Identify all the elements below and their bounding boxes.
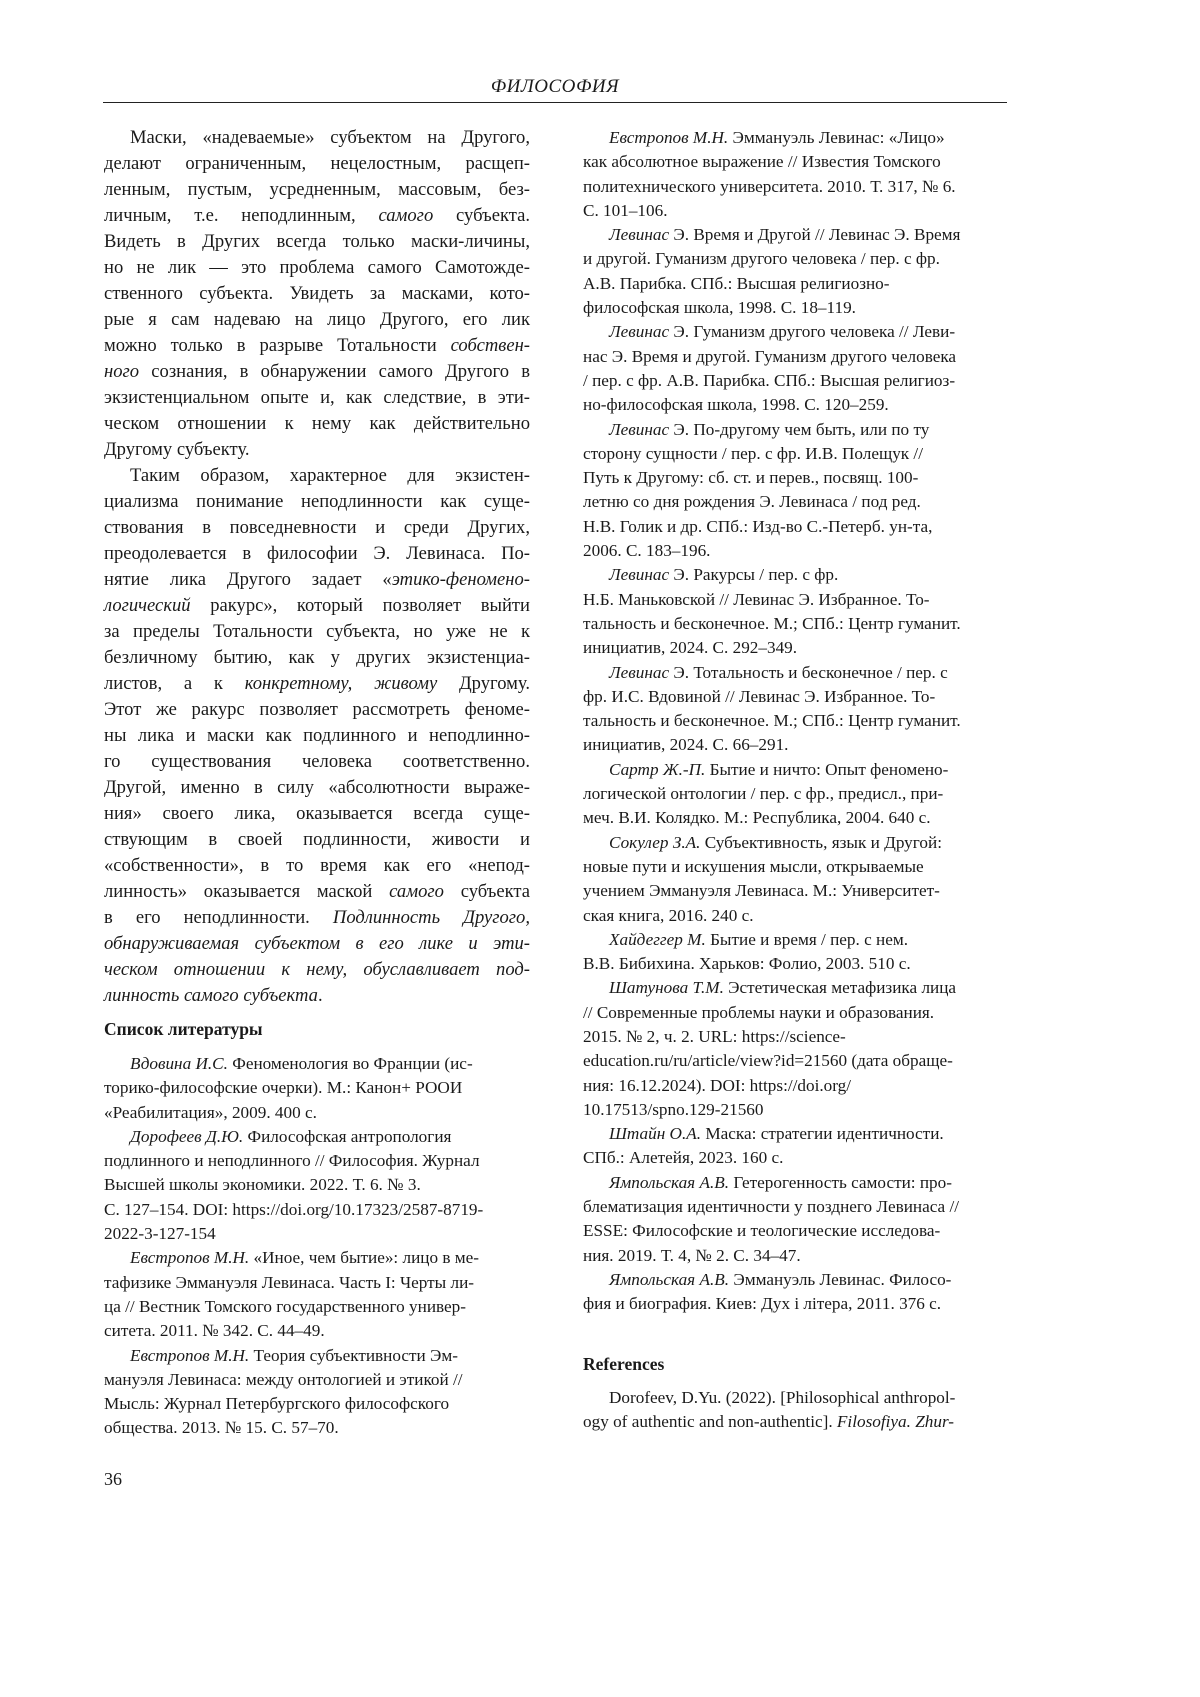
text: ESSE: Философские и теологические исследова- [583, 1221, 941, 1241]
text-line [583, 1268, 1007, 1292]
italic-text: Подлинность Другого, [332, 907, 530, 928]
text-line [583, 733, 1007, 757]
reference-entry [104, 1344, 530, 1441]
text-line [104, 1295, 530, 1319]
text: Н.Б. Маньковской // Левинас Э. Избранное. То- [583, 589, 930, 609]
text: как абсолютное выражение // Известия Томского [583, 152, 941, 172]
text-line [583, 879, 1007, 903]
text-line [104, 593, 530, 619]
italic-text: логический [104, 595, 191, 616]
text: ствующим в своей подлинности, живости и [104, 829, 530, 850]
text-line [104, 411, 530, 437]
text: экзистенциальном опыте и, как следствие, в эти- [104, 387, 530, 408]
text: преодолевается в философии Э. Левинаса. По- [104, 543, 530, 564]
reference-entry [583, 126, 1007, 223]
text-line [583, 1001, 1007, 1025]
text-line [583, 976, 1007, 1000]
text-line [583, 199, 1007, 223]
text: логической онтологии / пер. с фр., предисл., при- [583, 784, 944, 804]
italic-text: ческом отношении к нему, обуславливает под- [104, 959, 530, 980]
text-line [583, 175, 1007, 199]
italic-text: Евстропов М.Н. [130, 1345, 250, 1365]
text: Мысль: Журнал Петербургского философского [104, 1394, 450, 1414]
text: // Современные проблемы науки и образования. [583, 1002, 935, 1022]
text: нас Э. Время и другой. Гуманизм другого человека [583, 346, 957, 366]
text: СПб.: Алетейя, 2023. 160 с. [583, 1148, 784, 1168]
text-line [583, 1386, 1007, 1410]
text: Субъективность, язык и Другой: [700, 832, 942, 852]
text: ствования в повседневности и среди Других, [104, 517, 530, 538]
text: ogy of authentic and non-authentic]. [583, 1411, 837, 1431]
text: education.ru/ru/article/view?id=21560 (дата обраще- [583, 1051, 953, 1071]
text-line [583, 806, 1007, 830]
text-line [104, 957, 530, 983]
text-line [104, 281, 530, 307]
text-line [104, 1271, 530, 1295]
running-header: ФИЛОСОФИЯ [490, 76, 620, 97]
text: ракурс», который позволяет выйти [190, 595, 530, 616]
italic-text: Левинас [609, 565, 670, 585]
references-list [583, 1386, 1007, 1435]
text-line [583, 1195, 1007, 1219]
text-line [583, 1025, 1007, 1049]
text-line [104, 1198, 530, 1222]
text: Dorofeev, D.Yu. (2022). [Philosophical anthropol- [609, 1387, 956, 1407]
text-line [104, 437, 530, 463]
text-line [583, 539, 1007, 563]
italic-text: Filosofiya. Zhur- [836, 1411, 955, 1431]
text: личным, т.е. неподлинным, [104, 205, 379, 226]
text: рые я сам надеваю на лицо Другого, его лик [104, 309, 530, 330]
text-line [583, 685, 1007, 709]
text: линность» оказывается маской [104, 881, 390, 902]
text: мануэля Левинаса: между онтологией и этикой // [104, 1369, 463, 1389]
reference-entry [104, 1246, 530, 1343]
reference-entry [583, 1268, 1007, 1317]
text-line [104, 1149, 530, 1173]
text: А.В. Парибка. СПб.: Высшая религиозно- [583, 273, 890, 293]
text: инициатив, 2024. С. 66–291. [583, 735, 789, 755]
text: сознания, в обнаружении самого Другого в [139, 361, 530, 382]
text-line [583, 612, 1007, 636]
text-line [583, 952, 1007, 976]
text: Э. Гуманизм другого человека // Леви- [669, 322, 956, 342]
text: Э. По-другому чем быть, или по ту [669, 419, 930, 439]
text: С. 101–106. [583, 200, 668, 220]
italic-text: Вдовина И.С. [130, 1054, 228, 1073]
text-line [583, 1171, 1007, 1195]
text-line [104, 255, 530, 281]
text: Другой, именно в силу «абсолютности выраже- [104, 777, 530, 798]
text: 10.17513/spno.129-21560 [583, 1099, 764, 1119]
text-line [583, 345, 1007, 369]
text-line [104, 931, 530, 957]
text: циализма понимание неподлинности как суще- [104, 491, 530, 512]
text-line [104, 1101, 530, 1125]
text: В.В. Бибихина. Харьков: Фолио, 2003. 510 с. [583, 954, 911, 974]
text-line [104, 463, 530, 489]
text: Путь к Другому: сб. ст. и перев., посвящ. 100- [583, 468, 919, 488]
text: Эстетическая метафизика лица [723, 978, 957, 998]
text-line [583, 1074, 1007, 1098]
text: . [317, 985, 323, 1006]
text: ская книга, 2016. 240 с. [583, 905, 754, 925]
text-line [104, 203, 530, 229]
reference-entry [583, 661, 1007, 758]
text-line [583, 296, 1007, 320]
text: тальность и бесконечное. М.; СПб.: Центр гуманит. [583, 613, 961, 633]
text-line [104, 1344, 530, 1368]
text: / пер. с фр. А.В. Парибка. СПб.: Высшая религиоз- [583, 370, 956, 390]
text: Эммануэль Левинас: «Лицо» [728, 128, 945, 147]
text-line [104, 983, 530, 1009]
reference-entry [583, 1386, 1007, 1435]
text-line [583, 1219, 1007, 1243]
text-line [583, 928, 1007, 952]
text: ца // Вестник Томского государственного универ- [104, 1296, 466, 1316]
text: делают ограниченным, нецелостным, расщеп- [104, 153, 530, 174]
text: за пределы Тотальности субъекта, но уже не к [104, 621, 530, 642]
text: Теория субъективности Эм- [249, 1345, 458, 1365]
text: Бытие и время / пер. с нем. [705, 929, 909, 949]
text-line [583, 126, 1007, 150]
text-line [104, 801, 530, 827]
text: «собственности», в то время как его «непод- [104, 855, 530, 876]
italic-text: самого [389, 881, 444, 902]
text-line [583, 393, 1007, 417]
text-line [583, 1146, 1007, 1170]
italic-text: Левинас [609, 225, 670, 245]
text-line [583, 782, 1007, 806]
text: «Реабилитация», 2009. 400 с. [104, 1102, 317, 1122]
article-body [104, 125, 530, 1009]
header-rule [103, 102, 1007, 103]
text-line [104, 1392, 530, 1416]
text-line [104, 1125, 530, 1149]
text-line [104, 723, 530, 749]
reference-entry [583, 223, 1007, 320]
text-line [104, 1319, 530, 1343]
text-line [104, 1222, 530, 1246]
italic-text: Ямпольская А.В. [609, 1269, 730, 1289]
text-line [104, 229, 530, 255]
text-line [104, 385, 530, 411]
text-line [104, 1052, 530, 1076]
reference-entry [104, 1052, 530, 1125]
italic-text: Сартр Ж.-П. [609, 759, 706, 779]
text-line [104, 177, 530, 203]
text-line [104, 489, 530, 515]
text-line [583, 588, 1007, 612]
italic-text: Штайн О.А. [609, 1124, 702, 1144]
text: Другому. [437, 673, 530, 694]
italic-text: Дорофеев Д.Ю. [130, 1126, 244, 1146]
text-line [104, 827, 530, 853]
text: Высшей школы экономики. 2022. Т. 6. № 3. [104, 1175, 421, 1195]
reference-entry [583, 418, 1007, 564]
italic-text: конкретному, живому [244, 673, 438, 694]
paragraph [104, 463, 530, 1009]
text-line [104, 905, 530, 931]
text: ленным, пустым, усредненным, массовым, без- [104, 179, 530, 200]
text-line [583, 320, 1007, 344]
text: новые пути и искушения мысли, открываемые [583, 856, 924, 876]
text: фия и биография. Киев: Дух і літера, 2011. 376 с. [583, 1294, 942, 1314]
text-line [583, 1410, 1007, 1434]
italic-text: Сокулер З.А. [609, 832, 701, 852]
text-line [104, 1076, 530, 1100]
text-line [104, 1173, 530, 1197]
text: фр. И.С. Вдовиной // Левинас Э. Избранное. То- [583, 686, 936, 706]
text: Таким образом, характерное для экзистен- [130, 465, 530, 486]
text: Другому субъекту. [104, 439, 250, 460]
italic-text: Евстропов М.Н. [609, 128, 729, 147]
text-line [104, 1368, 530, 1392]
text-line [583, 272, 1007, 296]
text: безличному бытию, как у других экзистенциа- [104, 647, 530, 668]
text-line [104, 749, 530, 775]
text: ситета. 2011. № 342. С. 44–49. [104, 1321, 325, 1341]
text-line [104, 151, 530, 177]
reference-entry [583, 563, 1007, 660]
paragraph [104, 125, 530, 463]
text: блематизация идентичности у позднего Левинаса // [583, 1197, 960, 1217]
text: учением Эммануэля Левинаса. М.: Университет- [583, 881, 940, 901]
italic-text: Левинас [609, 662, 670, 682]
italic-text: обнаруживаемая субъектом в его лике и эти- [104, 933, 530, 954]
text-line [104, 645, 530, 671]
left-column [104, 125, 530, 1441]
text: субъекта. [433, 205, 530, 226]
text-line [104, 567, 530, 593]
text-line [583, 490, 1007, 514]
text-line [104, 853, 530, 879]
italic-text: Хайдеггер М. [609, 929, 706, 949]
text: Маски, «надеваемые» субъектом на Другого, [130, 127, 530, 148]
text: инициатив, 2024. С. 292–349. [583, 638, 798, 658]
text: но не лик — это проблема самого Самотожде- [104, 257, 530, 278]
italic-text: Евстропов М.Н. [130, 1248, 250, 1268]
text-line [104, 125, 530, 151]
text-line [104, 541, 530, 567]
text: Маска: стратегии идентичности. [701, 1124, 944, 1144]
text-line [583, 904, 1007, 928]
text-line [583, 758, 1007, 782]
text-line [583, 1244, 1007, 1268]
text: но-философская школа, 1998. С. 120–259. [583, 395, 889, 415]
text-line [104, 307, 530, 333]
text-line [583, 855, 1007, 879]
text-line [583, 709, 1007, 733]
text: Гетерогенность самости: про- [729, 1172, 952, 1192]
italic-text: ного [104, 361, 140, 382]
text-line [583, 247, 1007, 271]
italic-text: Левинас [609, 322, 670, 342]
text: Видеть в Других всегда только маски-личины, [104, 231, 530, 252]
text-line [583, 661, 1007, 685]
text: «Иное, чем бытие»: лицо в ме- [249, 1248, 480, 1268]
text: Н.В. Голик и др. СПб.: Изд-во С.-Петерб. ун-та, [583, 516, 933, 536]
bibliography-list [104, 1052, 530, 1441]
text: Этот же ракурс позволяет рассмотреть феноме- [104, 699, 530, 720]
text: политехнического университета. 2010. Т. 317, № 6. [583, 176, 956, 196]
italic-text: собствен- [450, 335, 530, 356]
text: философская школа, 1998. С. 18–119. [583, 298, 856, 318]
text-line [583, 1292, 1007, 1316]
text: летню со дня рождения Э. Левинаса / под ред. [583, 492, 921, 512]
text-line [104, 359, 530, 385]
text-line [104, 1246, 530, 1270]
text-line [583, 442, 1007, 466]
page-number: 36 [104, 1469, 122, 1489]
text: 2006. С. 183–196. [583, 541, 711, 561]
text: ны лика и маски как подлинного и неподлинно- [104, 725, 530, 746]
text-line [104, 671, 530, 697]
reference-entry [583, 928, 1007, 977]
text-line [583, 466, 1007, 490]
text-line [583, 563, 1007, 587]
text: Э. Тотальность и бесконечное / пер. с [669, 662, 948, 682]
text-line [583, 1049, 1007, 1073]
text-line [583, 1098, 1007, 1122]
text: сторону сущности / пер. с фр. И.В. Полещук // [583, 443, 923, 463]
italic-text: этико-феномено- [391, 569, 530, 590]
text: Э. Время и Другой // Левинас Э. Время [669, 225, 961, 245]
text: ния» своего лика, оказывается всегда суще- [104, 803, 530, 824]
text-line [104, 697, 530, 723]
text: ческом отношении к нему как действительно [104, 413, 530, 434]
text-line [104, 333, 530, 359]
text: тальность и бесконечное. М.; СПб.: Центр гуманит. [583, 711, 961, 731]
italic-text: Шатунова Т.М. [609, 978, 724, 998]
text-line [583, 223, 1007, 247]
right-column [583, 126, 1007, 1434]
text: Феноменология во Франции (ис- [227, 1054, 473, 1073]
text-line [104, 879, 530, 905]
reference-entry [583, 976, 1007, 1122]
text-line [583, 636, 1007, 660]
reference-entry [583, 320, 1007, 417]
text-line [104, 775, 530, 801]
text: Философская антропология [243, 1126, 452, 1146]
text-line [583, 369, 1007, 393]
text: С. 127–154. DOI: https://doi.org/10.17323/2587-8719- [104, 1199, 484, 1219]
text: 2015. № 2, ч. 2. URL: https://science- [583, 1026, 846, 1046]
text-line [583, 1122, 1007, 1146]
text-line [104, 619, 530, 645]
bibliography-list-continued [583, 126, 1007, 1317]
text-line [583, 418, 1007, 442]
text: Эммануэль Левинас. Филосо- [729, 1269, 952, 1289]
text: ственного субъекта. Увидеть за масками, кото- [104, 283, 530, 304]
text: ния: 16.12.2024). DOI: https://doi.org/ [583, 1075, 852, 1095]
italic-text: самого [378, 205, 434, 226]
text: 2022-3-127-154 [104, 1224, 216, 1244]
text: торико-философские очерки). М.: Канон+ РООИ [104, 1078, 463, 1098]
text: и другой. Гуманизм другого человека / пер. с фр. [583, 249, 940, 269]
text-line [583, 150, 1007, 174]
italic-text: Ямпольская А.В. [609, 1172, 730, 1192]
text: листов, а к [104, 673, 245, 694]
reference-entry [583, 1122, 1007, 1171]
reference-entry [583, 1171, 1007, 1268]
text: подлинного и неподлинного // Философия. Журнал [104, 1151, 480, 1171]
text: Бытие и ничто: Опыт феномено- [705, 759, 949, 779]
text-line [583, 831, 1007, 855]
reference-entry [583, 758, 1007, 831]
text: го существования человека соответственно. [104, 751, 530, 772]
italic-text: Левинас [609, 419, 670, 439]
text: в его неподлинности. [104, 907, 333, 928]
text: меч. В.И. Колядко. М.: Республика, 2004. 640 с. [583, 808, 931, 828]
references-heading: References [583, 1353, 665, 1374]
text-line [583, 515, 1007, 539]
text: можно только в разрыве Тотальности [104, 335, 451, 356]
text-line [104, 515, 530, 541]
text: общества. 2013. № 15. С. 57–70. [104, 1418, 339, 1438]
italic-text: линность самого субъекта [104, 985, 318, 1006]
text: ния. 2019. Т. 4, № 2. С. 34–47. [583, 1245, 801, 1265]
text: субъекта [443, 881, 531, 902]
text: Э. Ракурсы / пер. с фр. [669, 565, 839, 585]
text: нятие лика Другого задает « [104, 569, 392, 590]
text: тафизике Эммануэля Левинаса. Часть I: Черты ли- [104, 1272, 475, 1292]
reference-entry [583, 831, 1007, 928]
text-line [104, 1416, 530, 1440]
reference-entry [104, 1125, 530, 1246]
bibliography-heading: Список литературы [104, 1019, 263, 1039]
